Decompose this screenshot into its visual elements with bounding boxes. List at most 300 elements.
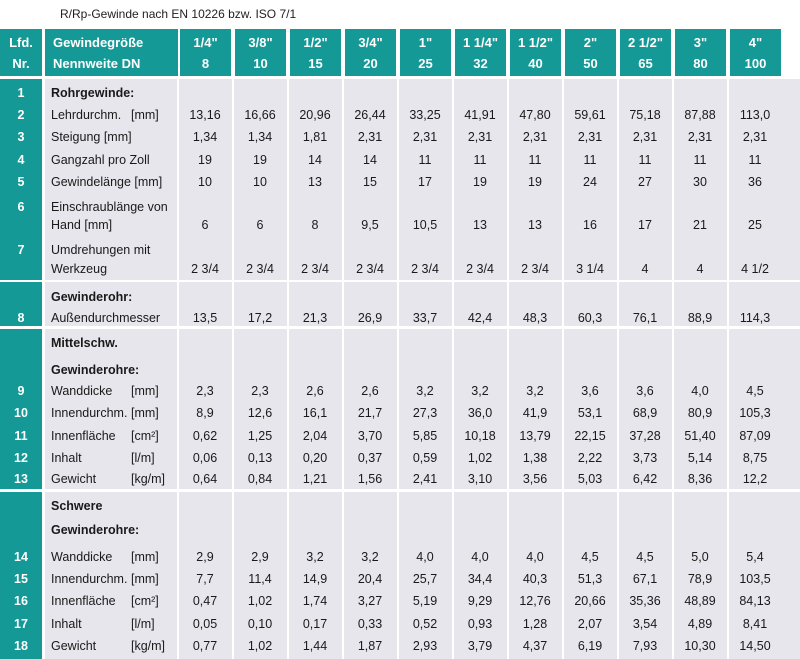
table-cell: 103,5 — [739, 572, 771, 586]
table-cell: 11 — [528, 153, 542, 167]
table-cell: 12,76 — [519, 594, 551, 608]
table-cell: 4,0 — [526, 550, 544, 564]
table-cell: 10 — [253, 175, 267, 189]
table-cell: 25,7 — [412, 572, 438, 586]
table-cell: 1,02 — [467, 451, 493, 465]
header-size-label: 4" — [748, 35, 763, 50]
header-dn-label: 10 — [253, 56, 268, 71]
table-cell: 87,88 — [684, 108, 716, 122]
table-cell: 3,2 — [361, 550, 379, 564]
table-cell: 1,02 — [247, 594, 273, 608]
table-cell: 21,7 — [357, 406, 383, 420]
table-cell: 6,19 — [577, 639, 603, 653]
row-label: Gewinderohre: — [51, 523, 140, 537]
row-label: Werkzeug — [51, 262, 108, 276]
table-row — [0, 381, 800, 403]
table-cell: 2,31 — [357, 130, 383, 144]
table-cell: 1,28 — [522, 617, 548, 631]
header-nennweite: Nennweite DN — [53, 56, 141, 71]
table-cell: 8,9 — [196, 406, 214, 420]
table-cell: 33,25 — [409, 108, 441, 122]
table-cell: 53,1 — [577, 406, 603, 420]
table-cell: 8,75 — [742, 451, 768, 465]
table-cell: 5,85 — [412, 429, 438, 443]
table-cell: 1,44 — [302, 639, 328, 653]
table-cell: 2,6 — [306, 384, 324, 398]
row-number: 10 — [14, 406, 28, 420]
row-number: 7 — [17, 243, 25, 257]
row-label: Innenfläche — [51, 429, 116, 443]
table-cell: 21,3 — [302, 311, 328, 325]
header-dn-label: 8 — [201, 56, 210, 71]
table-cell: 0,77 — [192, 639, 218, 653]
row-label: Wanddicke — [51, 384, 113, 398]
table-cell: 0,06 — [192, 451, 218, 465]
table-cell: 9,29 — [467, 594, 493, 608]
table-cell: 41,91 — [464, 108, 496, 122]
header-size-cell — [675, 29, 726, 76]
table-cell: 2 3/4 — [521, 262, 549, 276]
header-dn-label: 40 — [528, 56, 543, 71]
table-cell: 0,05 — [192, 617, 218, 631]
row-unit: [mm] — [131, 108, 159, 122]
table-row — [0, 308, 800, 330]
table-cell: 15 — [363, 175, 377, 189]
table-cell: 10 — [198, 175, 212, 189]
table-title: R/Rp-Gewinde nach EN 10226 bzw. ISO 7/1 — [60, 7, 297, 21]
table-cell: 22,15 — [574, 429, 606, 443]
row-unit: [mm] — [131, 572, 159, 586]
table-cell: 27 — [638, 175, 652, 189]
table-cell: 0,62 — [192, 429, 218, 443]
table-cell: 76,1 — [632, 311, 658, 325]
table-cell: 19 — [528, 175, 542, 189]
table-cell: 8 — [311, 218, 319, 232]
table-cell: 7,93 — [632, 639, 658, 653]
table-cell: 9,5 — [361, 218, 379, 232]
table-cell: 4,37 — [522, 639, 548, 653]
table-cell: 4,0 — [416, 550, 434, 564]
table-row — [0, 127, 800, 149]
table-cell: 3,54 — [632, 617, 658, 631]
table-cell: 114,3 — [739, 311, 771, 325]
header-size-cell — [565, 29, 616, 76]
header-dn-label: 15 — [308, 56, 323, 71]
table-cell: 0,93 — [467, 617, 493, 631]
table-cell: 11 — [473, 153, 487, 167]
row-number: 16 — [14, 594, 28, 608]
table-cell: 2 3/4 — [301, 262, 329, 276]
table-cell: 8,36 — [687, 472, 713, 486]
table-cell: 2,31 — [522, 130, 548, 144]
table-cell: 8,41 — [742, 617, 768, 631]
table-cell: 113,0 — [739, 108, 771, 122]
table-cell: 0,10 — [247, 617, 273, 631]
table-cell: 2,41 — [412, 472, 438, 486]
row-number: 8 — [17, 311, 25, 325]
table-cell: 11,4 — [248, 572, 272, 586]
table-cell: 2,9 — [251, 550, 269, 564]
row-label: Gewindelänge [mm] — [51, 175, 163, 189]
table-cell: 3,6 — [636, 384, 654, 398]
row-label: Innenfläche — [51, 594, 116, 608]
table-cell: 24 — [583, 175, 597, 189]
header-size-cell — [510, 29, 561, 76]
row-label: Schwere — [51, 499, 103, 513]
table-cell: 2,31 — [467, 130, 493, 144]
header-dn-label: 20 — [363, 56, 378, 71]
table-cell: 26,44 — [354, 108, 386, 122]
table-cell: 14,9 — [302, 572, 328, 586]
table-cell: 6,42 — [632, 472, 658, 486]
table-cell: 19 — [253, 153, 267, 167]
row-label: Umdrehungen mit — [51, 243, 151, 257]
table-cell: 17 — [418, 175, 432, 189]
row-unit: [cm²] — [131, 429, 159, 443]
table-cell: 6 — [201, 218, 209, 232]
table-cell: 2,07 — [577, 617, 603, 631]
table-cell: 33,7 — [412, 311, 438, 325]
table-cell: 2 3/4 — [191, 262, 219, 276]
header-size-label: 1" — [418, 35, 433, 50]
row-number: 12 — [14, 451, 28, 465]
header-size-cell — [235, 29, 286, 76]
table-row — [0, 569, 800, 591]
table-cell: 35,36 — [629, 594, 661, 608]
table-cell: 14 — [363, 153, 377, 167]
table-cell: 36,0 — [467, 406, 493, 420]
row-unit: [l/m] — [131, 451, 155, 465]
table-cell: 2,31 — [632, 130, 658, 144]
table-cell: 14,50 — [739, 639, 771, 653]
row-number: 3 — [17, 130, 25, 144]
table-cell: 3,73 — [632, 451, 658, 465]
table-cell: 2 3/4 — [246, 262, 274, 276]
table-row — [0, 360, 800, 382]
row-label: Innendurchm. — [51, 406, 128, 420]
table-cell: 11 — [638, 153, 652, 167]
row-unit: [kg/m] — [131, 639, 166, 653]
table-cell: 47,80 — [519, 108, 551, 122]
row-label: Außendurchmesser — [51, 311, 161, 325]
table-cell: 88,9 — [687, 311, 713, 325]
table-section — [0, 492, 800, 659]
table-cell: 30 — [693, 175, 707, 189]
table-cell: 0,33 — [357, 617, 383, 631]
table-cell: 16,66 — [244, 108, 276, 122]
table-row — [0, 547, 800, 569]
table-cell: 48,89 — [684, 594, 716, 608]
table-cell: 4,5 — [636, 550, 654, 564]
table-row — [0, 496, 800, 518]
table-cell: 34,4 — [467, 572, 493, 586]
row-number: 1 — [17, 86, 25, 100]
table-cell: 0,17 — [302, 617, 328, 631]
table-row — [0, 591, 800, 613]
row-label: Inhalt — [51, 451, 82, 465]
table-section — [0, 282, 800, 326]
header-size-cell — [730, 29, 781, 76]
table-cell: 2,31 — [577, 130, 603, 144]
row-number: 15 — [14, 572, 28, 586]
table-cell: 41,9 — [522, 406, 548, 420]
table-cell: 10,5 — [412, 218, 438, 232]
table-cell: 2 3/4 — [466, 262, 494, 276]
table-cell: 16 — [583, 218, 597, 232]
row-number: 9 — [17, 384, 25, 398]
table-cell: 40,3 — [522, 572, 548, 586]
table-cell: 19 — [198, 153, 212, 167]
row-number: 4 — [17, 153, 25, 167]
header-dn-label: 80 — [693, 56, 708, 71]
table-cell: 3,2 — [526, 384, 544, 398]
table-row — [0, 105, 800, 127]
table-cell: 2 3/4 — [411, 262, 439, 276]
table-cell: 12,2 — [742, 472, 768, 486]
table-cell: 3,6 — [581, 384, 599, 398]
table-cell: 2,3 — [196, 384, 214, 398]
row-label: Steigung [mm] — [51, 130, 132, 144]
header-size-label: 2" — [583, 35, 598, 50]
header-nr-top: Lfd. — [9, 35, 33, 50]
table-cell: 2,93 — [412, 639, 438, 653]
table-cell: 0,64 — [192, 472, 218, 486]
table-cell: 13,79 — [519, 429, 551, 443]
header-size-label: 3/8" — [248, 35, 273, 50]
table-cell: 67,1 — [632, 572, 658, 586]
table-cell: 1,81 — [302, 130, 328, 144]
table-cell: 1,34 — [192, 130, 218, 144]
table-row — [0, 333, 800, 355]
row-label: Inhalt — [51, 617, 82, 631]
table-cell: 21 — [693, 218, 707, 232]
table-cell: 1,21 — [302, 472, 328, 486]
table-cell: 4,0 — [691, 384, 709, 398]
table-header — [0, 29, 800, 76]
header-size-label: 1 1/2" — [517, 35, 554, 50]
table-cell: 2,31 — [687, 130, 713, 144]
row-number: 14 — [14, 550, 28, 564]
table-row — [0, 215, 800, 237]
table-cell: 1,25 — [247, 429, 273, 443]
table-cell: 4 — [641, 262, 649, 276]
table-cell: 1,02 — [247, 639, 273, 653]
table-cell: 11 — [693, 153, 707, 167]
table-section — [0, 329, 800, 489]
table-cell: 48,3 — [522, 311, 548, 325]
table-row — [0, 614, 800, 636]
row-label: Einschraublänge von — [51, 200, 168, 214]
table-cell: 87,09 — [739, 429, 771, 443]
table-cell: 13 — [528, 218, 542, 232]
table-cell: 0,37 — [357, 451, 383, 465]
table-cell: 0,47 — [192, 594, 218, 608]
table-cell: 2,04 — [302, 429, 328, 443]
row-number: 18 — [14, 639, 28, 653]
table-cell: 3,2 — [306, 550, 324, 564]
table-cell: 3,2 — [416, 384, 434, 398]
table-cell: 6 — [256, 218, 264, 232]
row-unit: [l/m] — [131, 617, 155, 631]
row-number: 17 — [14, 617, 28, 631]
table-row — [0, 426, 800, 448]
header-nr-bottom: Nr. — [12, 56, 30, 71]
table-cell: 78,9 — [687, 572, 713, 586]
table-cell: 16,1 — [302, 406, 328, 420]
table-cell: 2,31 — [412, 130, 438, 144]
row-unit: [mm] — [131, 384, 159, 398]
table-cell: 5,0 — [691, 550, 709, 564]
table-cell: 75,18 — [629, 108, 661, 122]
table-cell: 3,79 — [467, 639, 493, 653]
table-cell: 42,4 — [467, 311, 493, 325]
table-cell: 2,9 — [196, 550, 214, 564]
table-cell: 68,9 — [632, 406, 658, 420]
header-dn-label: 65 — [638, 56, 653, 71]
table-cell: 17 — [638, 218, 652, 232]
table-cell: 25 — [748, 218, 762, 232]
header-nr-cell — [0, 29, 42, 76]
table-cell: 12,6 — [247, 406, 273, 420]
table-row — [0, 83, 800, 105]
table-cell: 80,9 — [687, 406, 713, 420]
table-cell: 13 — [473, 218, 487, 232]
table-cell: 0,84 — [247, 472, 273, 486]
row-label: Gewinderohr: — [51, 290, 133, 304]
table-cell: 51,3 — [577, 572, 603, 586]
header-size-cell — [290, 29, 341, 76]
table-cell: 2 3/4 — [356, 262, 384, 276]
table-cell: 0,52 — [412, 617, 438, 631]
header-gewindegroesse: Gewindegröße — [53, 35, 144, 50]
table-cell: 26,9 — [357, 311, 383, 325]
row-number: 5 — [17, 175, 25, 189]
header-size-label: 1/2" — [303, 35, 328, 50]
table-cell: 60,3 — [577, 311, 603, 325]
table-cell: 1,87 — [357, 639, 383, 653]
table-row — [0, 150, 800, 172]
row-number: 6 — [17, 200, 25, 214]
table-cell: 27,3 — [412, 406, 438, 420]
table-cell: 5,4 — [746, 550, 764, 564]
table-cell: 17,2 — [247, 311, 273, 325]
table-row — [0, 259, 800, 281]
header-size-label: 2 1/2" — [627, 35, 664, 50]
header-size-label: 1/4" — [193, 35, 218, 50]
table-cell: 1,34 — [247, 130, 273, 144]
row-unit: [mm] — [131, 550, 159, 564]
row-number: 2 — [17, 108, 25, 122]
table-cell: 3 1/4 — [576, 262, 604, 276]
header-size-cell — [455, 29, 506, 76]
row-label: Mittelschw. — [51, 336, 118, 350]
table-cell: 1,56 — [357, 472, 383, 486]
row-number: 13 — [14, 472, 28, 486]
header-description-cell — [45, 29, 178, 76]
row-label: Wanddicke — [51, 550, 113, 564]
table-cell: 13,16 — [189, 108, 221, 122]
header-size-cell — [620, 29, 671, 76]
table-cell: 19 — [473, 175, 487, 189]
table-cell: 37,28 — [629, 429, 661, 443]
table-cell: 3,10 — [467, 472, 493, 486]
table-cell: 13 — [308, 175, 322, 189]
table-cell: 1,74 — [302, 594, 328, 608]
header-dn-label: 25 — [418, 56, 433, 71]
row-number: 11 — [14, 429, 28, 443]
table-cell: 0,59 — [412, 451, 438, 465]
table-cell: 0,13 — [247, 451, 273, 465]
table-cell: 3,70 — [357, 429, 383, 443]
table-cell: 7,7 — [196, 572, 214, 586]
table-cell: 20,4 — [357, 572, 383, 586]
row-unit: [mm] — [131, 406, 159, 420]
table-cell: 4,5 — [581, 550, 599, 564]
table-cell: 3,2 — [471, 384, 489, 398]
row-unit: [cm²] — [131, 594, 159, 608]
table-row — [0, 448, 800, 470]
row-label: Rohrgewinde: — [51, 86, 135, 100]
table-cell: 2,3 — [251, 384, 269, 398]
table-cell: 10,30 — [684, 639, 716, 653]
table-cell: 20,96 — [299, 108, 331, 122]
header-size-label: 3/4" — [358, 35, 383, 50]
table-cell: 84,13 — [739, 594, 771, 608]
table-cell: 4,89 — [687, 617, 713, 631]
table-cell: 4,5 — [746, 384, 764, 398]
row-label: Lehrdurchm. — [51, 108, 122, 122]
table-row — [0, 403, 800, 425]
row-label: Gangzahl pro Zoll — [51, 153, 150, 167]
header-size-label: 3" — [693, 35, 708, 50]
table-cell: 1,38 — [522, 451, 548, 465]
table-cell: 0,20 — [302, 451, 328, 465]
table-cell: 5,14 — [687, 451, 713, 465]
table-row — [0, 172, 800, 194]
table-cell: 4 — [696, 262, 704, 276]
table-cell: 11 — [583, 153, 597, 167]
header-size-cell — [345, 29, 396, 76]
header-dn-label: 32 — [473, 56, 488, 71]
table-cell: 11 — [418, 153, 432, 167]
table-cell: 2,6 — [361, 384, 379, 398]
table-cell: 105,3 — [739, 406, 771, 420]
table-cell: 5,03 — [577, 472, 603, 486]
header-size-label: 1 1/4" — [462, 35, 499, 50]
header-size-cell — [180, 29, 231, 76]
table-cell: 3,56 — [522, 472, 548, 486]
header-dn-label: 100 — [744, 56, 767, 71]
table-cell: 5,19 — [412, 594, 438, 608]
row-label: Gewicht — [51, 639, 97, 653]
row-label: Hand [mm] — [51, 218, 113, 232]
table-row — [0, 469, 800, 491]
table-row — [0, 636, 800, 658]
table-cell: 3,27 — [357, 594, 383, 608]
table-section — [0, 79, 800, 280]
table-cell: 13,5 — [192, 311, 218, 325]
table-cell: 59,61 — [574, 108, 606, 122]
table-cell: 4 1/2 — [741, 262, 769, 276]
header-size-cell — [400, 29, 451, 76]
row-unit: [kg/m] — [131, 472, 166, 486]
table-cell: 14 — [308, 153, 322, 167]
header-dn-label: 50 — [583, 56, 598, 71]
table-cell: 51,40 — [684, 429, 716, 443]
table-cell: 10,18 — [464, 429, 496, 443]
row-label: Innendurchm. — [51, 572, 128, 586]
table-cell: 2,22 — [577, 451, 603, 465]
